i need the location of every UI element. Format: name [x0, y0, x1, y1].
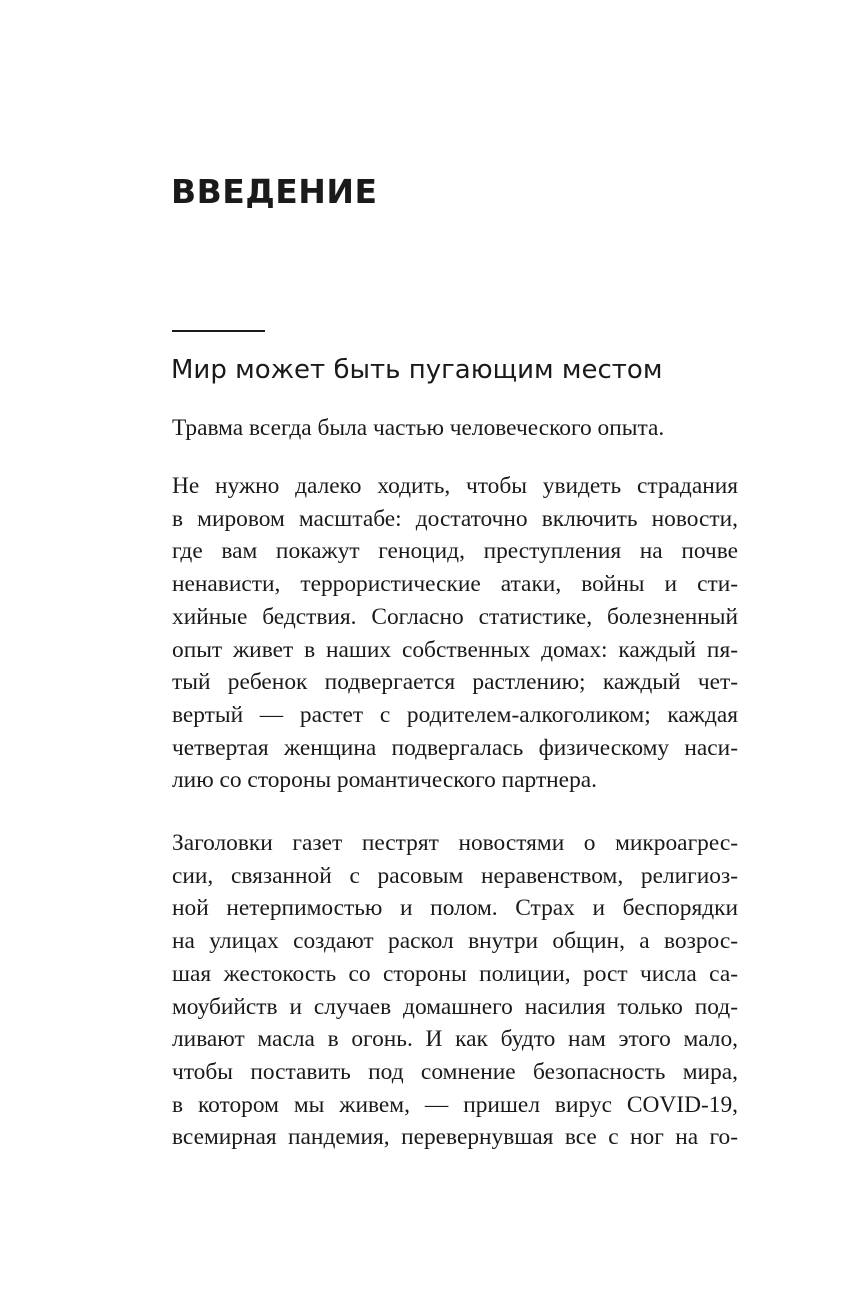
paragraph-line: в котором мы живем, — пришел вирус COVID-19,	[172, 1091, 738, 1118]
chapter-title: ВВЕДЕНИЕ	[171, 172, 378, 211]
paragraph-line: Не нужно далеко ходить, чтобы увидеть страдания	[172, 473, 738, 499]
paragraph-line: ливают масла в огонь. И как будто нам этого мало,	[172, 1026, 738, 1053]
paragraph-line: чтобы поставить под сомнение безопасность мира,	[172, 1058, 738, 1085]
paragraph-1	[172, 412, 738, 445]
paragraph-line: где вам покажут геноцид, преступления на почве	[172, 538, 738, 565]
paragraph-line: на улицах создают раскол внутри общин, а возрос-	[172, 928, 738, 955]
paragraph-line: тый ребенок подвергается растлению; каждый чет-	[172, 669, 738, 696]
paragraph-line: вертый — растет с родителем-алкоголиком; каждая	[172, 701, 738, 728]
paragraph-line: Травма всегда была частью человеческого опыта.	[172, 415, 665, 441]
section-divider	[172, 330, 265, 332]
paragraph-line: шая жестокость со стороны полиции, рост числа са-	[172, 960, 738, 987]
paragraph-line: опыт живет в наших собственных домах: каждый пя-	[172, 636, 738, 663]
paragraph-line: хийные бедствия. Согласно статистике, болезненный	[172, 603, 738, 630]
paragraph-line: ной нетерпимостью и полом. Страх и беспорядки	[172, 895, 738, 922]
paragraph-line: Заголовки газет пестрят новостями о микроагрес-	[172, 830, 738, 856]
section-heading: Мир может быть пугающим местом	[171, 355, 663, 385]
paragraph-line: всемирная пандемия, перевернувшая все с ног на го-	[172, 1124, 738, 1151]
paragraph-3	[172, 827, 738, 1154]
paragraph-line: моубийств и случаев домашнего насилия только под-	[172, 993, 738, 1020]
paragraph-line: в мировом масштабе: достаточно включить новости,	[172, 505, 738, 532]
paragraph-2	[172, 470, 738, 797]
paragraph-line: сии, связанной с расовым неравенством, религиоз-	[172, 862, 738, 889]
paragraph-line: ненависти, террористические атаки, войны и сти-	[172, 571, 738, 598]
paragraph-line: лию со стороны романтического партнера.	[172, 767, 597, 794]
paragraph-line: четвертая женщина подвергалась физическому наси-	[172, 734, 738, 761]
